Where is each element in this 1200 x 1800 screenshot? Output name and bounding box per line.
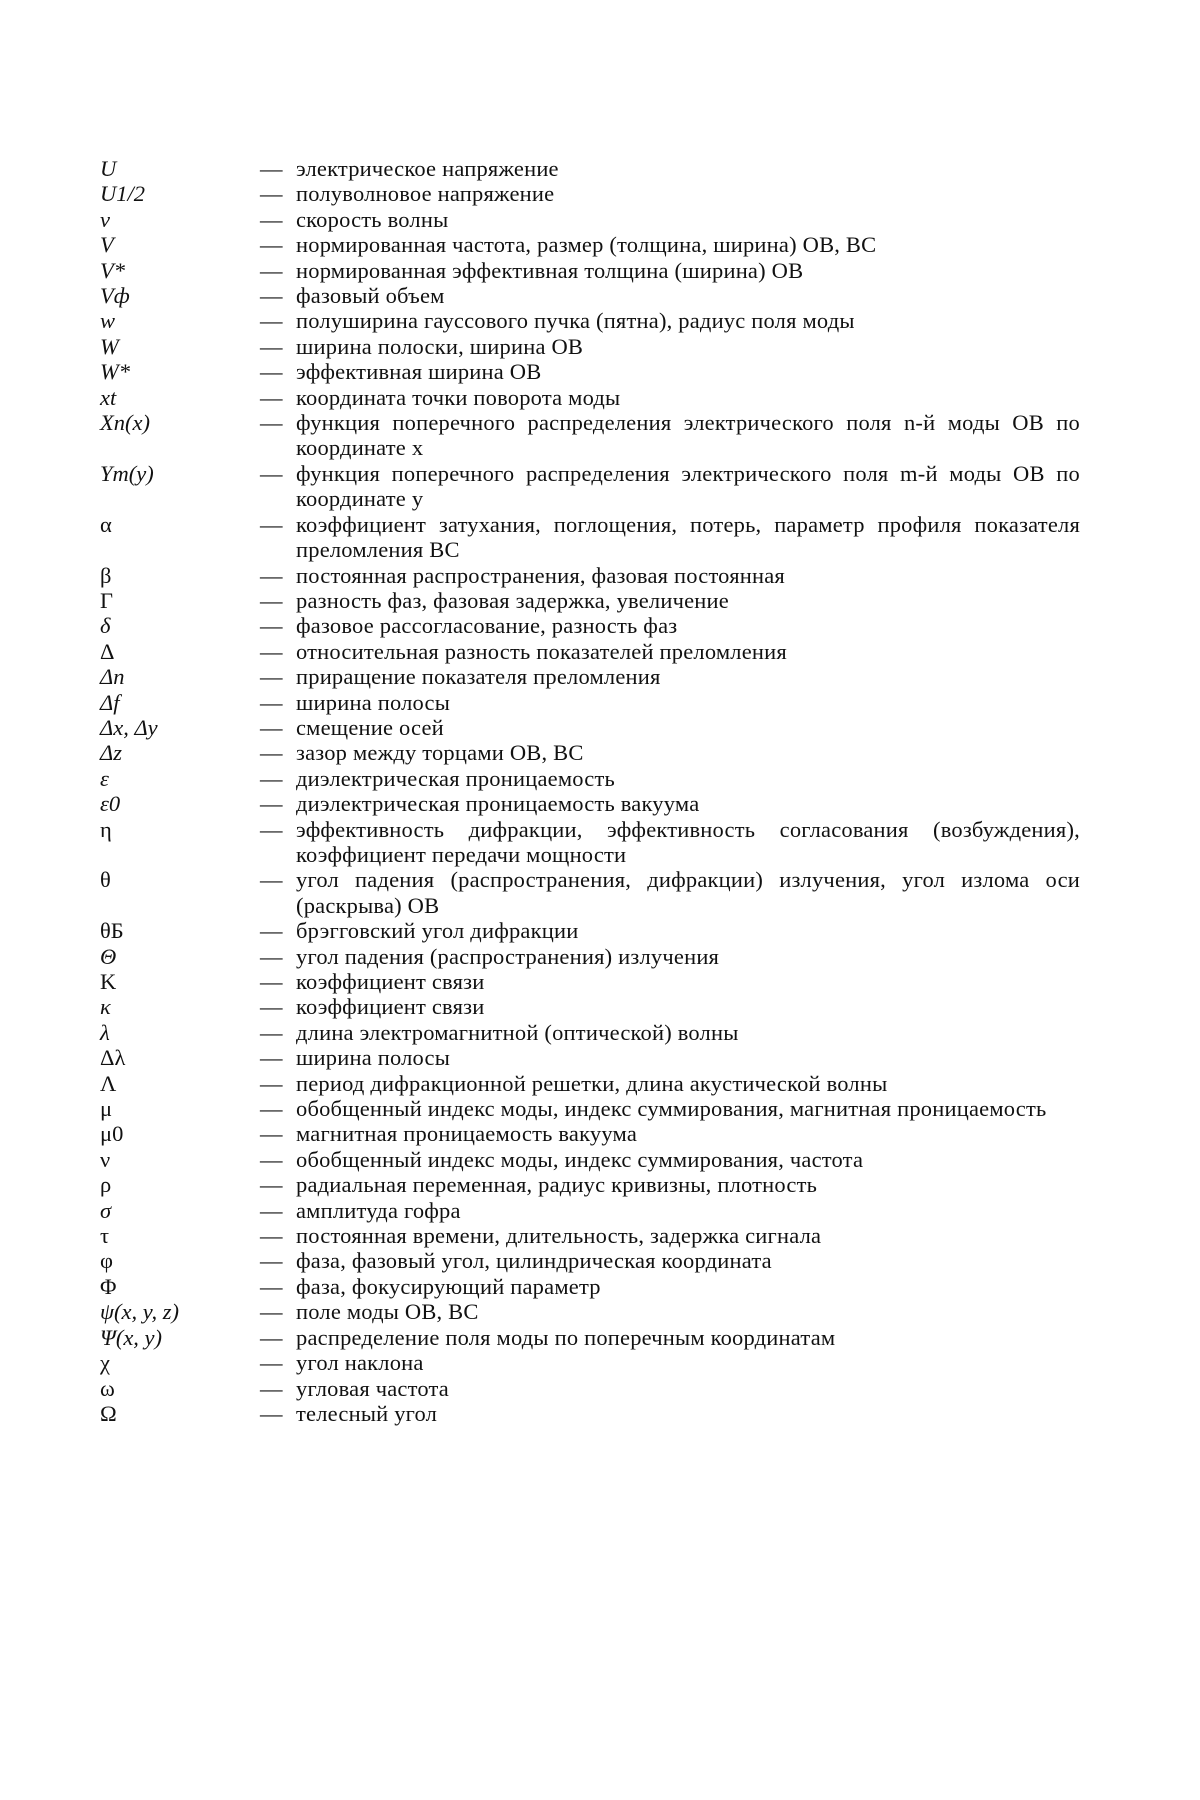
symbol: W — [100, 333, 119, 359]
symbol-row — [100, 1071, 1080, 1096]
symbol-row — [100, 1325, 1080, 1350]
symbol-description: распределение поля моды по поперечным координатам — [296, 1324, 836, 1350]
dash-separator: — — [260, 816, 283, 842]
symbol: Δf — [100, 689, 120, 715]
dash-separator: — — [260, 460, 283, 486]
symbol-row — [100, 410, 1080, 461]
dash-separator: — — [260, 587, 283, 613]
symbol-row — [100, 1376, 1080, 1401]
dash-separator: — — [260, 689, 283, 715]
dash-separator: — — [260, 1248, 283, 1274]
symbol-row — [100, 791, 1080, 816]
symbol-row — [100, 461, 1080, 512]
dash-separator: — — [260, 664, 283, 690]
symbol: Γ — [100, 587, 114, 613]
symbol-description: постоянная распространения, фазовая постоянная — [296, 562, 785, 588]
dash-separator: — — [260, 1045, 283, 1071]
dash-separator: — — [260, 1146, 283, 1172]
dash-separator: — — [260, 308, 283, 334]
symbol: ν — [100, 1146, 111, 1172]
symbol: ψ(x, y, z) — [100, 1299, 179, 1325]
symbol: δ — [100, 613, 111, 639]
symbol: Δλ — [100, 1045, 126, 1071]
symbol: W* — [100, 359, 130, 385]
symbol-description: постоянная времени, длительность, задержка сигнала — [296, 1223, 822, 1249]
symbol-description: скорость волны — [296, 206, 449, 232]
symbol: V — [100, 232, 114, 258]
symbol-row — [100, 1248, 1080, 1273]
dash-separator: — — [260, 1324, 283, 1350]
symbol: θ — [100, 867, 111, 893]
symbol-row — [100, 181, 1080, 206]
symbol-description: угол падения (распространения) излучения — [296, 943, 720, 969]
symbol: χ — [100, 1350, 110, 1376]
symbol-row — [100, 969, 1080, 994]
dash-separator: — — [260, 1121, 283, 1147]
symbol-row — [100, 1147, 1080, 1172]
symbol-description: нормированная эффективная толщина (ширина) ОВ — [296, 257, 804, 283]
symbol-description: фаза, фокусирующий параметр — [296, 1273, 601, 1299]
dash-separator: — — [260, 511, 283, 537]
symbol: η — [100, 816, 112, 842]
symbol-row — [100, 1299, 1080, 1324]
symbol-description: зазор между торцами ОВ, ВС — [296, 740, 584, 766]
symbol-description: ширина полоски, ширина ОВ — [296, 333, 584, 359]
dash-separator: — — [260, 384, 283, 410]
symbol-description: длина электромагнитной (оптической) волны — [296, 1019, 739, 1045]
symbol-description: электрическое напряжение — [296, 156, 559, 181]
dash-separator: — — [260, 283, 283, 309]
symbol: α — [100, 511, 112, 537]
symbol-description: коэффициент затухания, поглощения, потерь, параметр профиля показателя преломления ВС — [296, 511, 1080, 563]
symbol-description: полуширина гауссового пучка (пятна), радиус поля моды — [296, 308, 855, 334]
dash-separator: — — [260, 714, 283, 740]
symbols-list — [100, 156, 1080, 1426]
symbol-description: поле моды ОВ, ВС — [296, 1299, 479, 1325]
symbol-description: период дифракционной решетки, длина акустической волны — [296, 1070, 888, 1096]
symbol: v — [100, 206, 110, 232]
dash-separator: — — [260, 1375, 283, 1401]
symbol-description: обобщенный индекс моды, индекс суммирования, магнитная проницаемость — [296, 1096, 1047, 1122]
symbol-row — [100, 334, 1080, 359]
dash-separator: — — [260, 1096, 283, 1122]
symbol-row — [100, 944, 1080, 969]
dash-separator: — — [260, 1070, 283, 1096]
symbol: Θ — [100, 943, 117, 969]
symbol-row — [100, 994, 1080, 1019]
symbol: σ — [100, 1197, 112, 1223]
symbol: κ — [100, 994, 111, 1020]
dash-separator: — — [260, 1273, 283, 1299]
symbol-row — [100, 1274, 1080, 1299]
symbol-description: диэлектрическая проницаемость — [296, 765, 615, 791]
symbol-description: коэффициент связи — [296, 994, 485, 1020]
symbol-row — [100, 588, 1080, 613]
dash-separator: — — [260, 765, 283, 791]
symbol-row — [100, 232, 1080, 257]
dash-separator: — — [260, 1019, 283, 1045]
symbol-description: ширина полосы — [296, 689, 451, 715]
symbol-description: относительная разность показателей преломления — [296, 638, 787, 664]
dash-separator: — — [260, 1350, 283, 1376]
symbol: U1/2 — [100, 181, 145, 207]
symbol-description: эффективность дифракции, эффективность согласования (возбуждения), коэффициент передачи мощности — [296, 816, 1080, 867]
symbol: Ω — [100, 1400, 117, 1426]
symbol: ρ — [100, 1172, 112, 1198]
symbol-row — [100, 1096, 1080, 1121]
symbol-row — [100, 817, 1080, 868]
symbol: K — [100, 969, 117, 994]
symbol: Vф — [100, 283, 130, 309]
symbol-row — [100, 1172, 1080, 1197]
symbol-row — [100, 1121, 1080, 1146]
symbol: θБ — [100, 918, 124, 944]
symbol-row — [100, 613, 1080, 638]
symbol-description: смещение осей — [296, 714, 444, 740]
symbol: Δ — [100, 638, 115, 664]
dash-separator: — — [260, 918, 283, 944]
symbol-description: нормированная частота, размер (толщина, ширина) ОВ, ВС — [296, 232, 877, 258]
symbol-row — [100, 1401, 1080, 1426]
dash-separator: — — [260, 867, 283, 893]
symbol-description: функция поперечного распределения электрического поля n-й моды ОВ по координате x — [296, 410, 1080, 461]
symbol-row — [100, 359, 1080, 384]
symbol-description: разность фаз, фазовая задержка, увеличение — [296, 587, 729, 613]
symbol-description: функция поперечного распределения электрического поля m-й моды ОВ по координате y — [296, 460, 1080, 512]
symbol-row — [100, 918, 1080, 943]
symbol: Δx, Δy — [100, 714, 158, 740]
symbol-row — [100, 258, 1080, 283]
dash-separator: — — [260, 638, 283, 664]
dash-separator: — — [260, 410, 283, 436]
symbol-description: угол наклона — [296, 1350, 424, 1376]
symbol-description: фаза, фазовый угол, цилиндрическая координата — [296, 1248, 772, 1274]
symbol-row — [100, 664, 1080, 689]
symbol-description: угол падения (распространения, дифракции) излучения, угол излома оси (раскрыва) ОВ — [296, 867, 1080, 918]
dash-separator: — — [260, 181, 283, 207]
dash-separator: — — [260, 1172, 283, 1198]
symbol: λ — [100, 1019, 110, 1045]
dash-separator: — — [260, 1197, 283, 1223]
symbol-row — [100, 563, 1080, 588]
symbol-row — [100, 512, 1080, 563]
symbol-description: радиальная переменная, радиус кривизны, плотность — [296, 1172, 818, 1198]
dash-separator: — — [260, 359, 283, 385]
symbol: μ — [100, 1096, 113, 1122]
dash-separator: — — [260, 740, 283, 766]
symbol: Φ — [100, 1273, 117, 1299]
symbol: ε — [100, 765, 109, 791]
symbol: Xn(x) — [100, 410, 150, 436]
symbol: Δn — [100, 664, 125, 690]
symbol-description: эффективная ширина ОВ — [296, 359, 542, 385]
symbol-row — [100, 1350, 1080, 1375]
dash-separator: — — [260, 1299, 283, 1325]
symbol-row — [100, 385, 1080, 410]
symbol-description: амплитуда гофра — [296, 1197, 461, 1223]
symbol: w — [100, 308, 116, 334]
symbol-row — [100, 308, 1080, 333]
symbol: φ — [100, 1248, 113, 1274]
symbol-description: ширина полосы — [296, 1045, 451, 1071]
symbol-row — [100, 867, 1080, 918]
symbol-row — [100, 207, 1080, 232]
symbol: μ0 — [100, 1121, 124, 1147]
symbol-row — [100, 740, 1080, 765]
dash-separator: — — [260, 613, 283, 639]
symbol: Λ — [100, 1070, 117, 1096]
symbol: ω — [100, 1375, 115, 1401]
dash-separator: — — [260, 943, 283, 969]
symbol-row — [100, 1198, 1080, 1223]
symbol-description: магнитная проницаемость вакуума — [296, 1121, 638, 1147]
symbol-row — [100, 283, 1080, 308]
symbol-description: обобщенный индекс моды, индекс суммирования, частота — [296, 1146, 864, 1172]
symbol-row — [100, 766, 1080, 791]
symbol-description: полуволновое напряжение — [296, 181, 555, 207]
dash-separator: — — [260, 562, 283, 588]
symbol: τ — [100, 1223, 110, 1249]
dash-separator: — — [260, 969, 283, 994]
symbol-description: телесный угол — [296, 1400, 438, 1426]
symbol: xt — [100, 384, 117, 410]
symbol-description: диэлектрическая проницаемость вакуума — [296, 791, 700, 817]
symbol: V* — [100, 257, 125, 283]
dash-separator: — — [260, 1400, 283, 1426]
symbol-description: брэгговский угол дифракции — [296, 918, 579, 944]
dash-separator: — — [260, 156, 283, 181]
dash-separator: — — [260, 232, 283, 258]
symbol: U — [100, 156, 117, 181]
symbol-row — [100, 715, 1080, 740]
symbol: Δz — [100, 740, 122, 766]
symbol-row — [100, 1045, 1080, 1070]
symbol-row — [100, 156, 1080, 181]
symbol-description: координата точки поворота моды — [296, 384, 621, 410]
symbol-description: угловая частота — [296, 1375, 449, 1401]
dash-separator: — — [260, 791, 283, 817]
symbol-row — [100, 1223, 1080, 1248]
symbol: ε0 — [100, 791, 121, 817]
symbol-description: коэффициент связи — [296, 969, 485, 994]
symbol: β — [100, 562, 112, 588]
dash-separator: — — [260, 333, 283, 359]
symbol-row — [100, 690, 1080, 715]
symbol-description: фазовый объем — [296, 283, 445, 309]
dash-separator: — — [260, 206, 283, 232]
dash-separator: — — [260, 994, 283, 1020]
symbol-row — [100, 639, 1080, 664]
symbol: Ym(y) — [100, 460, 154, 486]
symbol-description: приращение показателя преломления — [296, 664, 661, 690]
symbol: Ψ(x, y) — [100, 1324, 163, 1350]
symbol-description: фазовое рассогласование, разность фаз — [296, 613, 678, 639]
dash-separator: — — [260, 1223, 283, 1249]
symbol-row — [100, 1020, 1080, 1045]
dash-separator: — — [260, 257, 283, 283]
